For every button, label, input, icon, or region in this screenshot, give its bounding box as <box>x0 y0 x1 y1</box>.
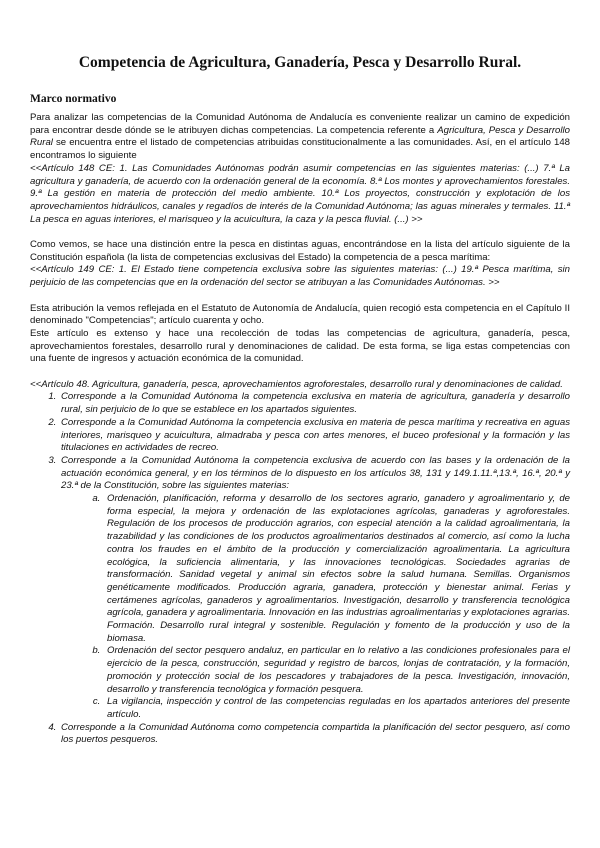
article-48-list <box>30 391 570 747</box>
item-3-text: Corresponde a la Comunidad Autónoma la competencia exclusiva de acuerdo con las bases y la ordenación de la actuación económica general, y en los términos de lo dispuesto en los artículos 38, 131 y 149.1.11.ª,13.ª, 16.ª, 20.ª y 23.ª de la Constitución, sobre las siguientes materias: <box>61 454 570 492</box>
intro-text-b: Agricultura, Pesca y Desarrollo Rural <box>30 124 570 149</box>
list-item <box>59 722 570 747</box>
document-title: Competencia de Agricultura, Ganadería, Pesca y Desarrollo Rural. <box>78 54 522 71</box>
paragraph-articulo: Este artículo es extenso y hace una recolección de todas las competencias de agricultura, ganadería, pesca, aprovechamientos forestales, desarrollo rural y denominaciones de calidad. De esta forma, se liga estas competencias con una fuente de ingresos y actuación económica de la comunidad. <box>30 327 570 365</box>
list-item <box>103 493 570 645</box>
item-3c-text: La vigilancia, inspección y control de las competencias reguladas en los apartados anteriores del presente artículo. <box>107 696 570 720</box>
paragraph-pesca: Como vemos, se hace una distinción entre la pesca en distintas aguas, encontrándose en la lista del artículo siguiente de la Constitución española (la lista de competencias exclusivas del Estado) la competencia de a pesca marítima: <box>30 239 570 263</box>
quote-article-148: <<Artículo 148 CE: 1. Las Comunidades Autónomas podrán asumir competencias en las siguientes materias: (...) 7.ª La agricultura y ganadería, de acuerdo con la ordenación general de la economía. 8.ª Los montes y aprovechamientos forestales. 9.ª La gestión en materia de protección del medio ambiente. 10.ª Los proyectos, construcción y explotación de los aprovechamientos hidráulicos, canales y regadíos de interés de la Comunidad Autónoma; las aguas minerales y termales. 11.ª La pesca en aguas interiores, el marisqueo y la acuicultura, la caza y la pesca fluvial. (...) >> <box>30 162 570 225</box>
spacer <box>30 366 570 379</box>
paragraph-estatuto: Esta atribución la vemos reflejada en el Estatuto de Autonomía de Andalucía, quien recogió esta competencia en el Capítulo II denominado "Competencias"; artículo cuarenta y ocho. <box>30 302 570 327</box>
intro-text-c: se encuentra entre el listado de competencias atribuidas constitucionalmente a las comunidades. Así, en el artículo 148 encontramos lo siguiente <box>30 137 570 162</box>
list-item <box>103 645 570 696</box>
list-item <box>59 455 570 722</box>
item-3b-text: Ordenación del sector pesquero andaluz, en particular en lo relativo a las condiciones profesionales para el ejercicio de la pesca, construcción, seguridad y registro de barcos, lonjas de contratación, y la formación, promoción y protección social de los pescadores y trabajadores de la pesca. Investigación, innovación, desarrollo y transferencia tecnológica y formación pesquera. <box>107 645 570 695</box>
item-1-text: Corresponde a la Comunidad Autónoma la competencia exclusiva en materia de agricultura, ganadería y desarrollo rural, sin perjuicio de lo que se establece en los apartados siguientes. <box>61 391 570 416</box>
quote-article-149: <<Artículo 149 CE: 1. El Estado tiene competencia exclusiva sobre las siguientes materias: (...) 19.ª Pesca marítima, sin perjuicio de las competencias que en la ordenación del sector se atribuyan a las Comunidades Autónomas. >> <box>30 264 570 289</box>
item-3a-text: Ordenación, planificación, reforma y desarrollo de los sectores agrario, ganadero y agroalimentario y, de forma especial, la mejora y ordenación de las explotaciones agrícolas, ganaderas y agroforestales. Regulación de los procesos de producción agrarios, con especial atención a la calidad agroalimentaria, la trazabilidad y las condiciones de los productos agroalimentarios destinados al comercio, así como la lucha contra los fraudes en el ámbito de la producción y comercialización agroalimentaria. La agricultura ecológica, la suficiencia alimentaria, y las innovaciones tecnológicas. Sociedades agrarias de transformación. Sanidad vegetal y animal sin efectos sobre la salud humana. Semillas. Organismos genéticamente modificados. Producción agraria, ganadera, protección y bienestar animal. Ferias y certámenes agrícolas, ganaderos y agroalimentarios. Investigación, desarrollo y transferencia tecnológica agrícola, ganadera y agroalimentaria. Innovación en las industrias agroalimentarias y explotaciones agrarias. Formación. Desarrollo rural integral y sostenible. Regulación y fomento de la producción y uso de la biomasa. <box>107 493 570 644</box>
intro-paragraph <box>30 112 570 163</box>
article-48-intro: <<Artículo 48. Agricultura, ganadería, pesca, aprovechamientos agroforestales, desarrollo rural y denominaciones de calidad. <box>30 378 563 390</box>
item-4-text: Corresponde a la Comunidad Autónoma como competencia compartida la planificación del sector pesquero, así como los puertos pesqueros. <box>61 721 570 746</box>
list-item <box>103 696 570 721</box>
item-3-sublist <box>61 493 570 722</box>
intro-text-a: Para analizar las competencias de la Comunidad Autónoma de Andalucía es conveniente realizar un camino de expedición para encontrar desde dónde se le atribuyen dichas competencias. La competencia referente a <box>30 112 570 136</box>
spacer <box>30 290 570 303</box>
item-2-text: Corresponde a la Comunidad Autónoma la competencia exclusiva en materia de pesca marítima y recreativa en aguas interiores, marisqueo y acuicultura, almadraba y pesca con artes menores, el buceo profesional y la formación y las titulaciones en actividades de recreo. <box>61 416 570 454</box>
section-heading: Marco normativo <box>30 93 117 105</box>
list-item <box>59 417 570 455</box>
spacer <box>30 226 570 239</box>
list-item <box>59 391 570 416</box>
